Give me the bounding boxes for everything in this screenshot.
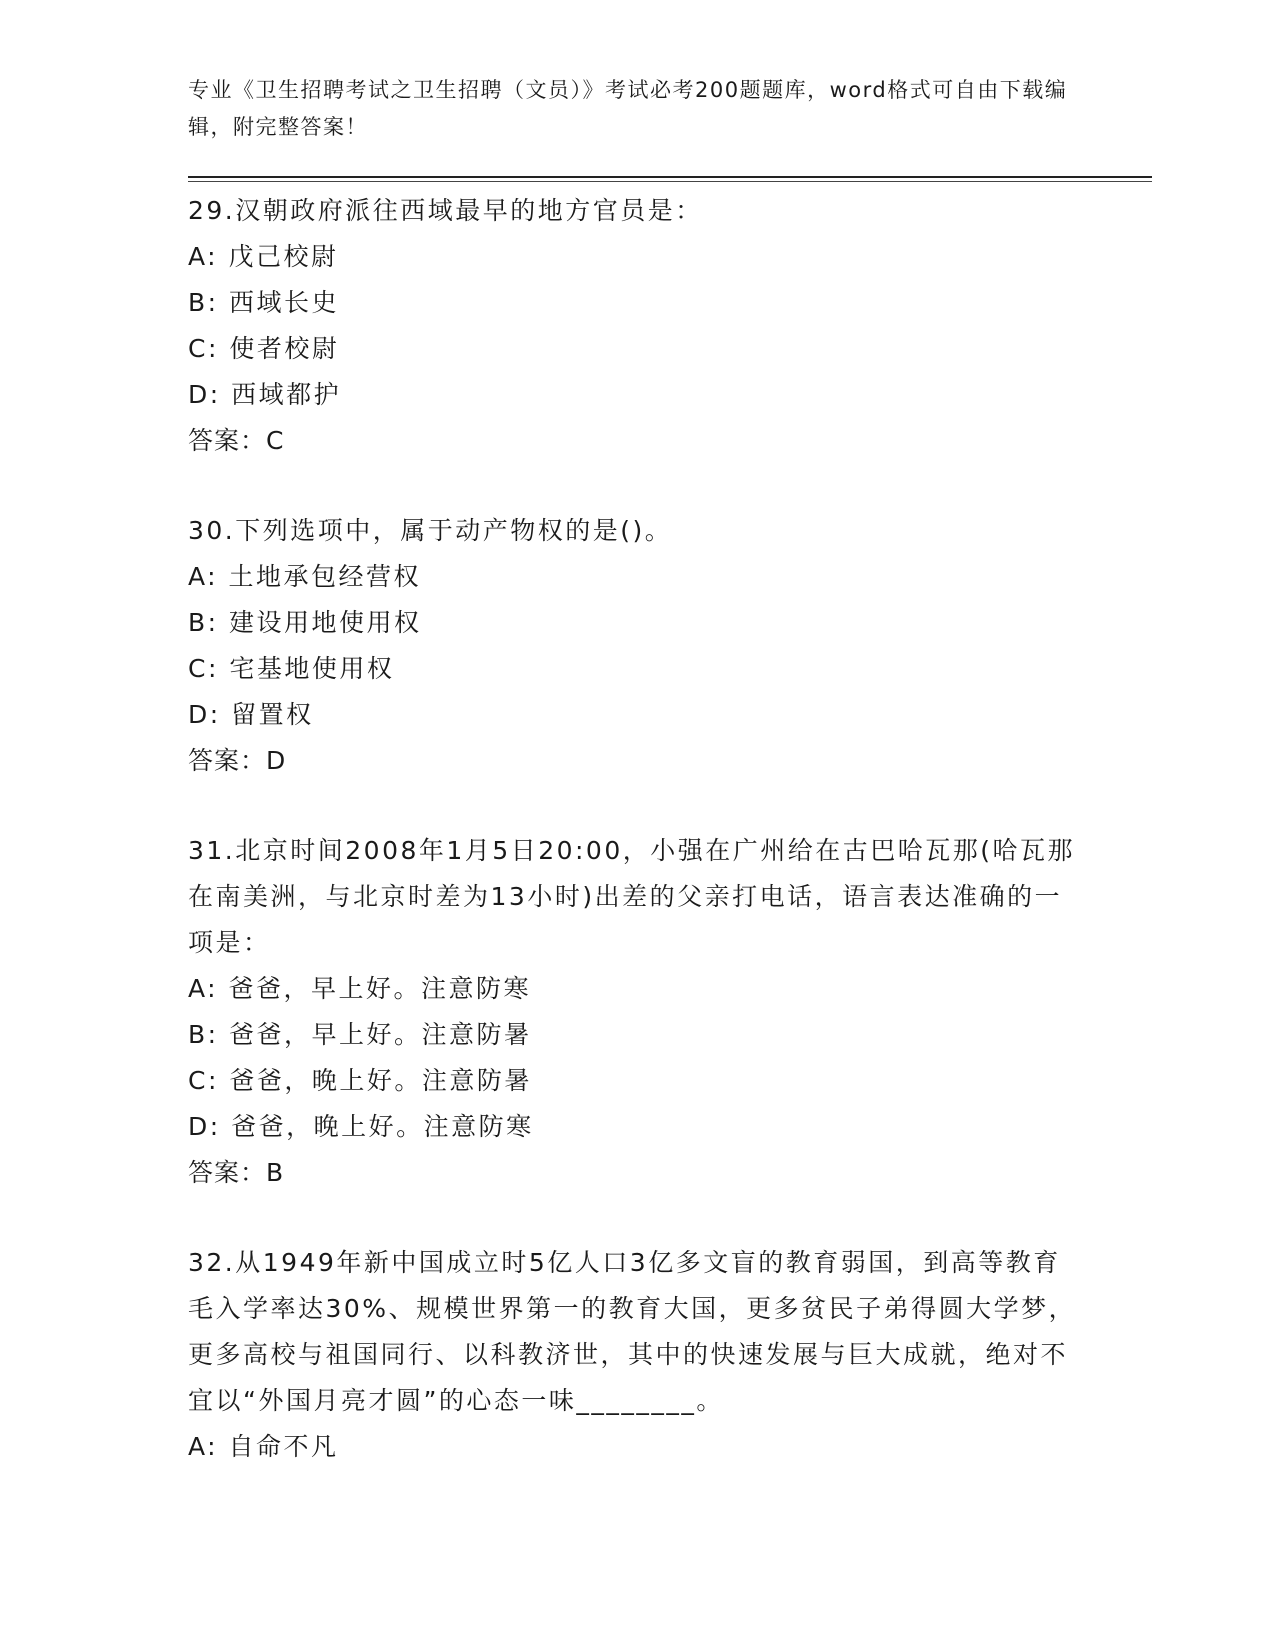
answer-line: 答案：B xyxy=(188,1158,285,1187)
answer-line: 答案：C xyxy=(188,426,285,455)
question-text: 31.北京时间2008年1月5日20:00，小强在广州给在古巴哈瓦那(哈瓦那在南美洲，与北京时差为13小时)出差的父亲打电话，语言表达准确的一项是： xyxy=(188,836,1075,957)
header-divider-thick xyxy=(188,176,1152,178)
option-b: B: 建设用地使用权 xyxy=(188,608,422,637)
header-intro-text: 专业《卫生招聘考试之卫生招聘（文员）》考试必考200题题库，word格式可自由下载编辑，附完整答案！ xyxy=(188,78,1068,139)
option-a: A: 爸爸，早上好。注意防寒 xyxy=(188,974,532,1003)
question-spacer xyxy=(188,784,1088,828)
option-c: C: 爸爸，晚上好。注意防暑 xyxy=(188,1066,532,1095)
option-b: B: 西域长史 xyxy=(188,288,340,317)
option-c: C: 使者校尉 xyxy=(188,334,340,363)
question-31 xyxy=(188,828,1088,1196)
option-b: B: 爸爸，早上好。注意防暑 xyxy=(188,1020,532,1049)
question-32 xyxy=(188,1240,1088,1470)
question-spacer xyxy=(188,464,1088,508)
option-a: A: 自命不凡 xyxy=(188,1432,339,1461)
question-30 xyxy=(188,508,1088,784)
question-text: 30.下列选项中，属于动产物权的是()。 xyxy=(188,516,673,545)
question-text: 29.汉朝政府派往西域最早的地方官员是： xyxy=(188,196,703,225)
question-29 xyxy=(188,188,1088,464)
document-header xyxy=(188,72,1068,146)
option-d: D: 爸爸，晚上好。注意防寒 xyxy=(188,1112,534,1141)
option-d: D: 西域都护 xyxy=(188,380,342,409)
option-c: C: 宅基地使用权 xyxy=(188,654,395,683)
header-divider-thin xyxy=(188,181,1152,182)
question-list xyxy=(188,188,1088,1470)
question-spacer xyxy=(188,1196,1088,1240)
option-a: A: 土地承包经营权 xyxy=(188,562,422,591)
option-d: D: 留置权 xyxy=(188,700,314,729)
answer-line: 答案：D xyxy=(188,746,287,775)
option-a: A: 戊己校尉 xyxy=(188,242,339,271)
question-text: 32.从1949年新中国成立时5亿人口3亿多文盲的教育弱国，到高等教育毛入学率达30%、规模世界第一的教育大国，更多贫民子弟得圆大学梦，更多高校与祖国同行、以科教济世，其中的快速发展与巨大成就，绝对不宜以“外国月亮才圆”的心态一味________。 xyxy=(188,1248,1077,1415)
